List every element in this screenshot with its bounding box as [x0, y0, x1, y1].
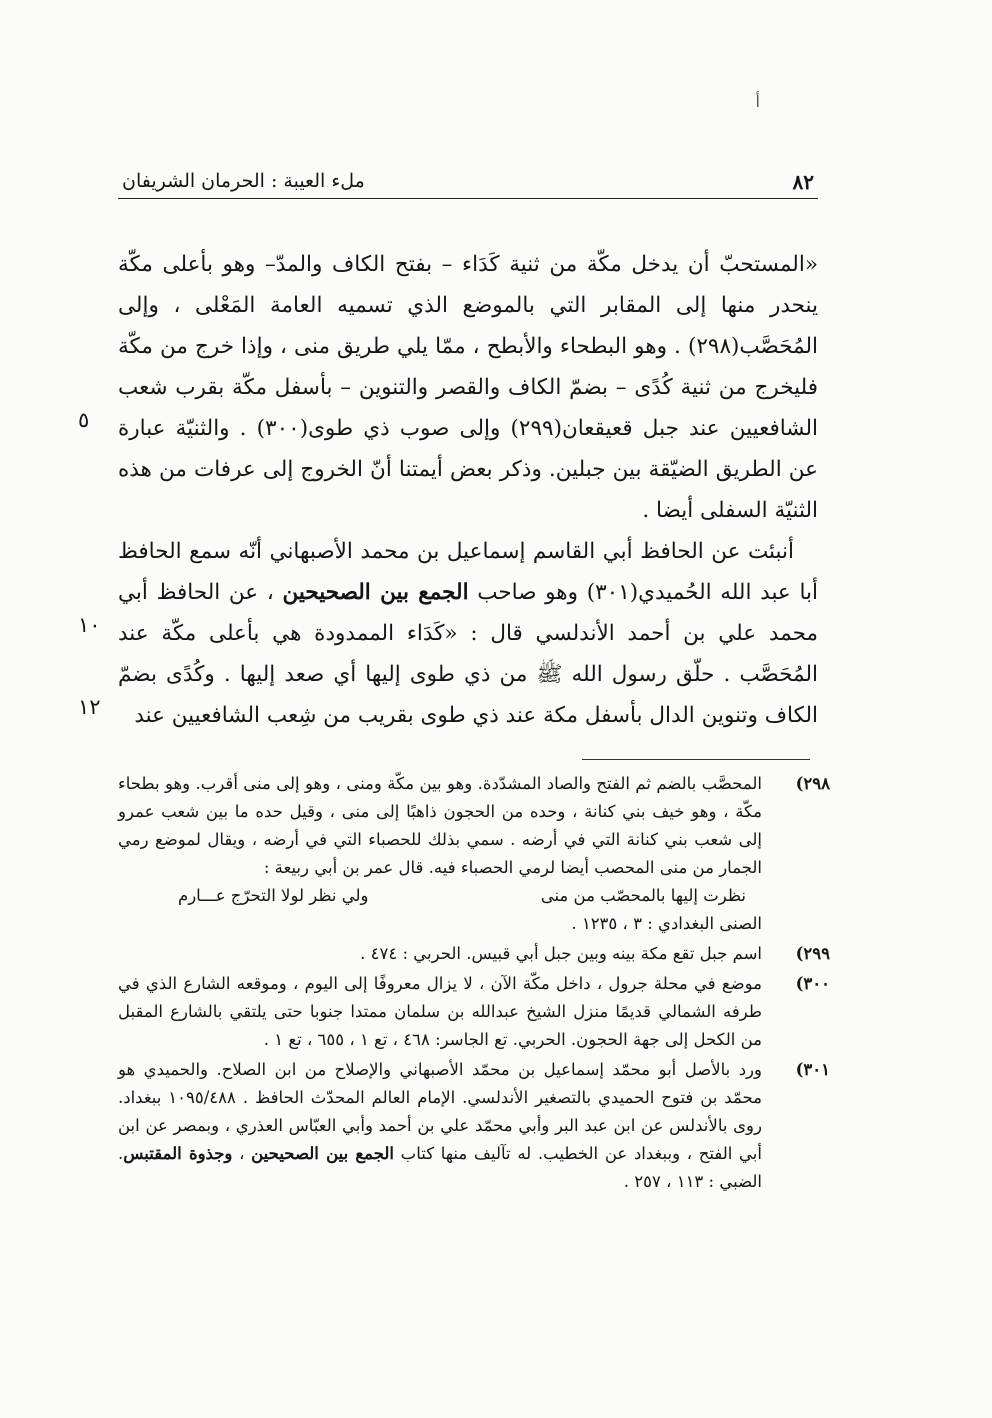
footnote-301 — [118, 1056, 830, 1196]
footnote-298 — [118, 770, 830, 938]
footnotes — [118, 770, 830, 1198]
line-number-10: ١٠ — [78, 613, 101, 637]
footnote-number: ٣٠١) — [795, 1060, 830, 1079]
line-number-5: ٥ — [78, 408, 90, 432]
footnote-text: موضع في محلة جرول ، داخل مكّة الآن ، لا يزال معروفًا إلى اليوم ، وموقعه الشارع الذي في طرفه الشمالي قديمًا منزل الشيخ عبدالله بن سلمان ممتدا جنوبا حتى يلتقي بالشارع المقبل من الكحل إلى جهة الحجون. الحربي. تع الجاسر: ٤٦٨ ، تع ١ ، ٦٥٥ ، تع ١ . — [118, 974, 762, 1049]
footnote-bold-title-b: وجذوة المقتبس — [123, 1144, 233, 1163]
page-header — [118, 168, 818, 199]
running-title: ملء العيبة : الحرمان الشريفان — [122, 170, 365, 192]
poem-verse — [118, 882, 762, 910]
footnote-number: ٣٠٠) — [795, 974, 830, 993]
footnote-text-c: . الضبي : ١١٣ ، ٢٥٧ . — [118, 1144, 762, 1191]
verse-second-half: ولي نظر لولا التحرّج عـــارم — [178, 886, 369, 905]
footnote-number: ٢٩٨) — [795, 774, 830, 793]
line-number-12: ١٢ — [78, 695, 101, 719]
footnote-text-a: ورد بالأصل أبو محمّد إسماعيل بن محمّد الأصبهاني والإصلاح من ابن الصلاح. والحميدي هو محمّد بن فتوح الحميدي بالتصغير الأندلسي. الإمام العالم المحدّث الحافظ . ١٠٩٥/٤٨٨ ببغداد. روى بالأندلس عن ابن عبد البر وأبي محمّد علي بن أحمد وأبي العبّاس العذري ، وبمصر عن ابن أبي الفتح ، وببغداد عن الخطيب. له تآليف منها كتاب — [118, 1060, 762, 1163]
footnote-text: المحصَّب بالضم ثم الفتح والصاد المشدّدة. وهو بين مكّة ومنى ، وهو إلى منى أقرب. وهو بطحاء مكّة ، وهو خيف بني كنانة ، وحده من الحجون ذاهبًا إلى منى ، وقيل حده ما بين شعب عمرو إلى شعب بني كنانة التي في أرضه . سمي بذلك للحصباء التي في أرضه ، ويقال لموضع رمي الجمار من منى المحصب أيضا لرمي الحصباء فيه. قال عمر بن أبي ربيعة : — [118, 774, 762, 877]
paragraph-2 — [118, 531, 818, 736]
footnote-299 — [118, 940, 830, 968]
paragraph-2-part-1: أنبئت عن الحافظ أبي القاسم إسماعيل بن محمد الأصبهاني أنّه سمع الحافظ أبا عبد الله الحُميدي(٣٠١) وهو صاحب — [118, 539, 818, 605]
footnote-text: اسم جبل تقع مكة بينه وبين جبل أبي قبيس. الحربي : ٤٧٤ . — [360, 944, 762, 963]
footnote-number: ٢٩٩) — [795, 944, 830, 963]
footnote-separator — [582, 759, 810, 760]
footnote-bold-title-a: الجمع بين الصحيحين — [251, 1144, 394, 1163]
verse-first-half: نظرت إليها بالمحصّب من منى — [540, 886, 746, 905]
footnote-text — [118, 1056, 762, 1196]
page-number: ٨٢ — [792, 170, 814, 194]
top-margin-mark: أ — [755, 92, 760, 111]
paragraph-1: «المستحبّ أن يدخل مكّة من ثنية كَدَاء – بفتح الكاف والمدّ– وهو بأعلى مكّة ينحدر منها إلى المقابر التي بالموضع الذي تسميه العامة المَعْلى ، وإلى المُحَصَّب(٢٩٨) . وهو البطحاء والأبطح ، ممّا يلي طريق منى ، وإذا خرج من مكّة فليخرج من ثنية كُدًى – بضمّ الكاف والقصر والتنوين – بأسفل مكّة بقرب شعب الشافعيين عند جبل قعيقعان(٢٩٩) وإلى صوب ذي طوى(٣٠٠) . والثنيّة عبارة عن الطريق الضيّقة بين جبلين. وذكر بعض أيمتنا أنّ الخروج إلى عرفات من هذه الثنيّة السفلى أيضا . — [118, 252, 818, 523]
footnote-300 — [118, 970, 830, 1054]
footnote-source: الصنى البغدادي : ٣ ، ١٢٣٥ . — [571, 914, 762, 933]
paragraph-2-part-2: ، عن الحافظ أبي محمد علي بن أحمد الأندلسي قال : «كَدَاء الممدودة هي بأعلى مكّة عند المُحَصَّب . حلّق رسول الله ﷺ من ذي طوى إليها أي صعد إليها . وكُدًى بضمّ الكاف وتنوين الدال بأسفل مكة عند ذي طوى بقريب من شِعب الشافعيين عند — [118, 580, 818, 728]
footnote-text-b: ، — [232, 1144, 252, 1163]
paragraph-2-bold-title: الجمع بين الصحيحين — [282, 580, 469, 605]
main-text — [118, 244, 818, 736]
